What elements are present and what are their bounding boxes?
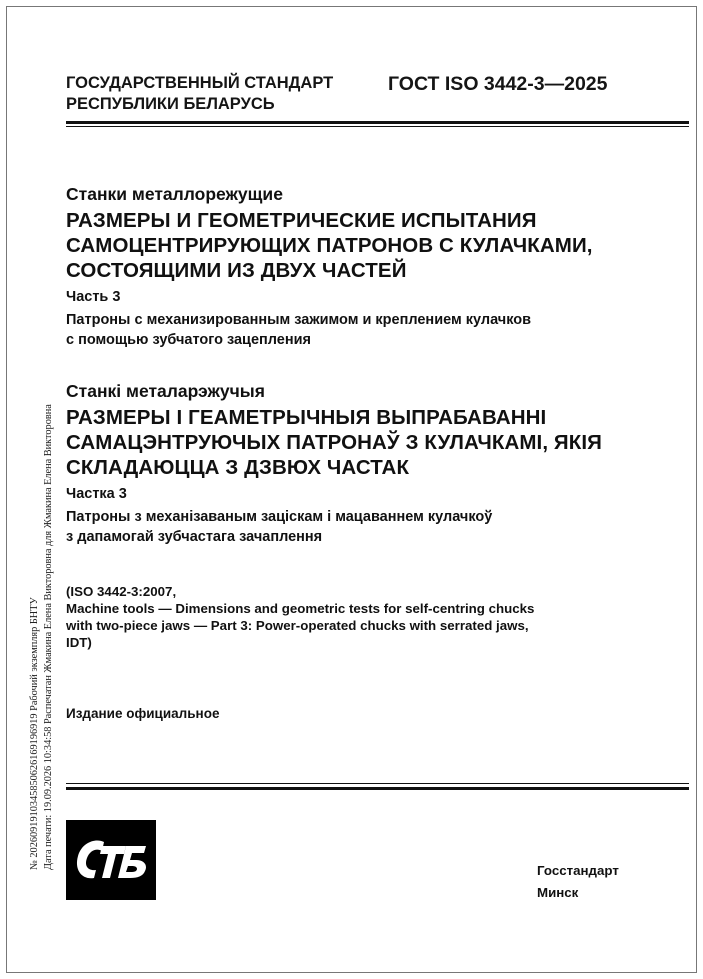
header-rule-thick bbox=[66, 121, 689, 124]
by-title bbox=[66, 405, 666, 480]
side-stamp-line-2: Дата печати: 19.09.2026 10:34:58 Распечатан Жмакина Елена Викторовна для Жмакина Елена Викторовна bbox=[43, 403, 54, 870]
by-title-line: СКЛАДАЮЦЦА З ДЗВЮХ ЧАСТАК bbox=[66, 456, 410, 479]
standard-org-line-1: ГОСУДАРСТВЕННЫЙ СТАНДАРТ bbox=[66, 74, 334, 92]
header-rule-thin bbox=[66, 126, 689, 127]
by-part-title-line: Патроны з механізаваным заціскам і мацаваннем кулачкоў bbox=[66, 509, 493, 525]
ru-title-line: СОСТОЯЩИМИ ИЗ ДВУХ ЧАСТЕЙ bbox=[66, 259, 407, 282]
footer-rule-thin bbox=[66, 783, 689, 784]
publisher bbox=[537, 860, 619, 904]
by-title-block bbox=[66, 380, 666, 547]
standard-org-line-2: РЕСПУБЛИКИ БЕЛАРУСЬ bbox=[66, 95, 275, 113]
iso-reference-line: Machine tools — Dimensions and geometric tests for self-centring chucks bbox=[66, 601, 535, 616]
ru-part-title-line: с помощью зубчатого зацепления bbox=[66, 332, 311, 348]
by-part: Частка 3 bbox=[66, 486, 127, 502]
ru-part-title bbox=[66, 310, 666, 350]
standard-designation: ГОСТ ISO 3442-3—2025 bbox=[388, 73, 608, 95]
standard-org bbox=[66, 73, 333, 115]
ru-group: Станки металлорежущие bbox=[66, 184, 283, 204]
by-part-title bbox=[66, 507, 666, 547]
ru-title-line: РАЗМЕРЫ И ГЕОМЕТРИЧЕСКИЕ ИСПЫТАНИЯ bbox=[66, 209, 537, 232]
ru-title bbox=[66, 208, 666, 283]
iso-reference bbox=[66, 583, 534, 651]
ru-part-title-line: Патроны с механизированным зажимом и креплением кулачков bbox=[66, 312, 532, 328]
ru-title-line: САМОЦЕНТРИРУЮЩИХ ПАТРОНОВ С КУЛАЧКАМИ, bbox=[66, 234, 593, 257]
footer-rule-thick bbox=[66, 787, 689, 790]
iso-reference-line: with two-piece jaws — Part 3: Power-operated chucks with serrated jaws, bbox=[66, 618, 529, 633]
by-group: Станкі металарэжучыя bbox=[66, 381, 265, 401]
publisher-name: Госстандарт bbox=[537, 863, 619, 878]
iso-reference-line: (ISO 3442-3:2007, bbox=[66, 584, 177, 599]
by-title-line: САМАЦЭНТРУЮЧЫХ ПАТРОНАЎ З КУЛАЧКАМІ, ЯКІЯ bbox=[66, 431, 602, 454]
by-part-title-line: з дапамогай зубчастага зачаплення bbox=[66, 529, 323, 545]
iso-reference-line: IDT) bbox=[66, 635, 92, 650]
side-stamp-line-1: № 2026091910345850626169196919 Рабочий экземпляр БНТУ bbox=[29, 596, 40, 870]
ru-part: Часть 3 bbox=[66, 289, 121, 305]
publisher-city: Минск bbox=[537, 885, 579, 900]
side-stamp bbox=[22, 270, 62, 880]
stb-logo-mark bbox=[66, 820, 156, 900]
ru-title-block bbox=[66, 183, 666, 350]
edition-label: Издание официальное bbox=[66, 706, 220, 721]
stb-logo bbox=[66, 820, 156, 900]
by-title-line: РАЗМЕРЫ І ГЕАМЕТРЫЧНЫЯ ВЫПРАБАВАННІ bbox=[66, 406, 547, 429]
